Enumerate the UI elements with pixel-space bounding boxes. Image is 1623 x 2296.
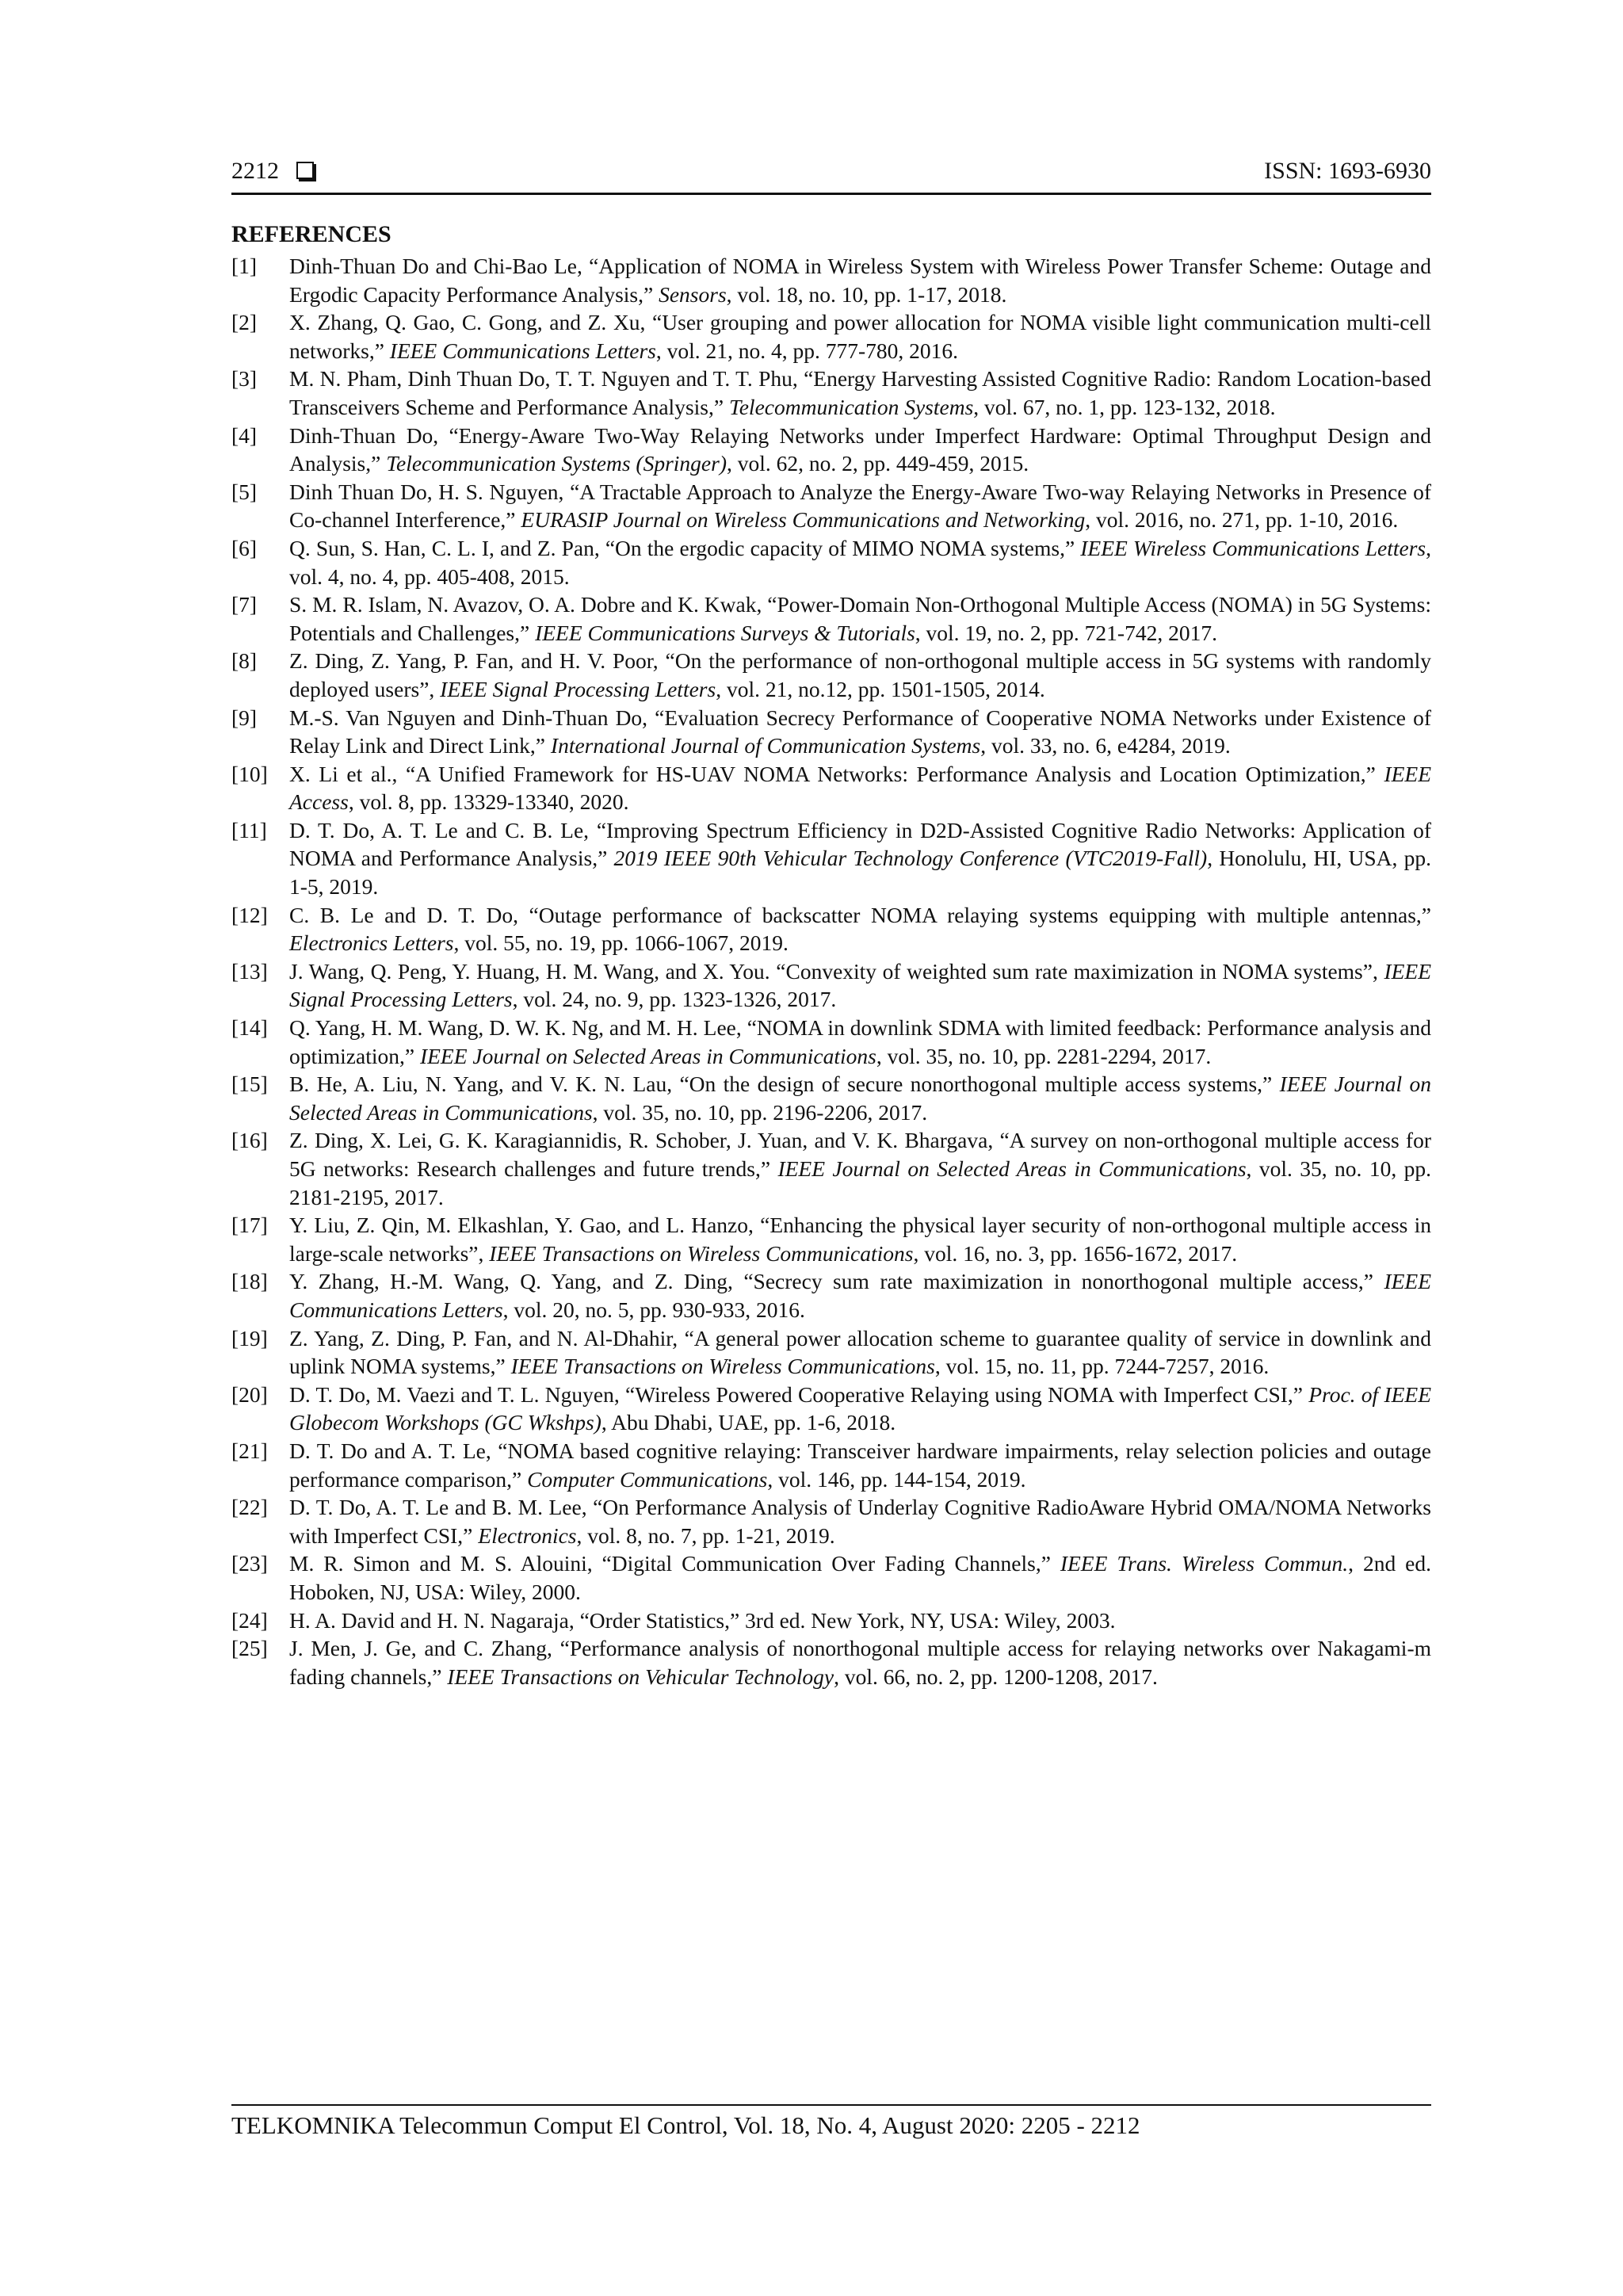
reference-number: [6]	[231, 535, 258, 560]
reference-text	[289, 1551, 1431, 1604]
reference-segment: , vol. 55, no. 19, pp. 1066-1067, 2019.	[453, 930, 789, 956]
reference-number: [14]	[231, 1015, 268, 1041]
reference-segment: , vol. 4, no. 4, pp. 405-408, 2015.	[289, 535, 1431, 589]
reference-venue: Electronics	[478, 1522, 577, 1548]
reference-venue: IEEE Communications Surveys & Tutorials	[535, 620, 915, 645]
reference-text	[289, 818, 1431, 899]
reference-segment: D. T. Do, M. Vaezi and T. L. Nguyen, “Wireless Powered Cooperative Relaying using NOMA with Imperfect CSI,”	[289, 1381, 1309, 1407]
reference-segment: Z. Ding, X. Lei, G. K. Karagiannidis, R. Schober, J. Yuan, and V. K. Bhargava, “A survey on non-orthogonal multiple access for 5G networks: Research challenges and future trends,”	[289, 1128, 1431, 1181]
reference-item	[231, 1211, 1431, 1267]
reference-number: [13]	[231, 958, 268, 984]
reference-venue: Computer Communications	[527, 1466, 768, 1492]
reference-venue: IEEE Trans. Wireless Commun.	[1060, 1551, 1349, 1576]
reference-segment: , vol. 8, pp. 13329-13340, 2020.	[348, 789, 629, 815]
reference-text	[289, 254, 1431, 307]
reference-number: [2]	[231, 310, 258, 335]
reference-number: [4]	[231, 422, 258, 448]
reference-text	[289, 592, 1431, 645]
reference-text	[289, 903, 1431, 956]
reference-segment: H. A. David and H. N. Nagaraja, “Order Statistics,” 3rd ed. New York, NY, USA: Wiley, 2003.	[289, 1607, 1116, 1633]
reference-segment: , vol. 18, no. 10, pp. 1-17, 2018.	[726, 281, 1007, 307]
reference-text	[289, 1072, 1431, 1125]
reference-text	[289, 1608, 1115, 1633]
reference-item	[231, 252, 1431, 308]
reference-segment: , vol. 15, no. 11, pp. 7244-7257, 2016.	[934, 1354, 1270, 1379]
reference-item	[231, 704, 1431, 760]
reference-segment: Y. Zhang, H.-M. Wang, Q. Yang, and Z. Ding, “Secrecy sum rate maximization in nonorthogonal multiple access,”	[289, 1269, 1384, 1294]
reference-item	[231, 760, 1431, 816]
reference-segment: D. T. Do, A. T. Le and B. M. Lee, “On Performance Analysis of Underlay Cognitive RadioAware Hybrid OMA/NOMA Networks with Imperfect CSI,”	[289, 1495, 1431, 1548]
reference-segment: Dinh-Thuan Do and Chi-Bao Le, “Application of NOMA in Wireless System with Wireless Power Transfer Scheme: Outage and Ergodic Capacity Performance Analysis,”	[289, 254, 1431, 307]
reference-item	[231, 1606, 1431, 1635]
reference-item	[231, 1014, 1431, 1070]
reference-segment: , vol. 19, no. 2, pp. 721-742, 2017.	[915, 620, 1217, 645]
reference-segment: , vol. 8, no. 7, pp. 1-21, 2019.	[576, 1522, 835, 1548]
reference-text	[289, 366, 1431, 419]
reference-item	[231, 1267, 1431, 1324]
reference-segment: M.-S. Van Nguyen and Dinh-Thuan Do, “Evaluation Secrecy Performance of Cooperative NOMA Networks under Existence of Relay Link and Direct Link,”	[289, 705, 1431, 758]
reference-number: [5]	[231, 479, 258, 504]
reference-item	[231, 590, 1431, 647]
reference-number: [7]	[231, 592, 258, 617]
reference-number: [9]	[231, 705, 258, 730]
footer-divider	[231, 2104, 1431, 2106]
reference-text	[289, 310, 1431, 363]
reference-segment: Z. Yang, Z. Ding, P. Fan, and N. Al-Dhahir, “A general power allocation scheme to guarantee quality of service in downlink and uplink NOMA systems,”	[289, 1325, 1431, 1379]
reference-item	[231, 901, 1431, 957]
reference-segment: , vol. 2016, no. 271, pp. 1-10, 2016.	[1085, 507, 1399, 533]
reference-number: [24]	[231, 1607, 268, 1633]
reference-segment: M. N. Pham, Dinh Thuan Do, T. T. Nguyen and T. T. Phu, “Energy Harvesting Assisted Cognitive Radio: Random Location-based Transceivers Scheme and Performance Analysis,”	[289, 366, 1431, 419]
reference-text	[289, 1015, 1431, 1068]
reference-item	[231, 647, 1431, 703]
reference-number: [20]	[231, 1381, 268, 1407]
reference-segment: , Abu Dhabi, UAE, pp. 1-6, 2018.	[601, 1410, 896, 1435]
reference-segment: , Honolulu, HI, USA, pp. 1-5, 2019.	[289, 846, 1432, 900]
reference-segment: J. Men, J. Ge, and C. Zhang, “Performance analysis of nonorthogonal multiple access for relaying networks over Nakagami-m fading channels,”	[289, 1636, 1431, 1689]
reference-segment: , vol. 35, no. 10, pp. 2281-2294, 2017.	[876, 1043, 1212, 1068]
reference-venue: IEEE Journal on Selected Areas in Communications	[777, 1156, 1247, 1181]
reference-segment: M. R. Simon and M. S. Alouini, “Digital Communication Over Fading Channels,”	[289, 1551, 1060, 1576]
reference-segment: , vol. 21, no.12, pp. 1501-1505, 2014.	[716, 676, 1045, 701]
reference-item	[231, 816, 1431, 901]
reference-text	[289, 1636, 1431, 1689]
reference-venue: Proc. of IEEE Globecom Workshops (GC Wkshps)	[289, 1381, 1431, 1435]
reference-text	[289, 1269, 1431, 1322]
reference-item	[231, 534, 1431, 590]
page-number: 2212	[231, 155, 314, 187]
reference-segment: , vol. 62, no. 2, pp. 449-459, 2015.	[726, 451, 1029, 476]
reference-item	[231, 1324, 1431, 1381]
box-icon	[296, 162, 314, 179]
reference-venue: IEEE Wireless Communications Letters	[1080, 535, 1426, 560]
reference-item	[231, 1126, 1431, 1211]
reference-text	[289, 959, 1431, 1012]
reference-segment: Z. Ding, Z. Yang, P. Fan, and H. V. Poor, “On the performance of non-orthogonal multiple access in 5G systems with randomly deployed users”,	[289, 648, 1431, 701]
reference-segment: J. Wang, Q. Peng, Y. Huang, H. M. Wang, and X. You. “Convexity of weighted sum rate maximization in NOMA systems”,	[289, 958, 1384, 984]
reference-item	[231, 478, 1431, 534]
reference-number: [3]	[231, 366, 258, 392]
reference-segment: X. Zhang, Q. Gao, C. Gong, and Z. Xu, “User grouping and power allocation for NOMA visible light communication multi-cell networks,”	[289, 310, 1431, 363]
reference-segment: B. He, A. Liu, N. Yang, and V. K. N. Lau, “On the design of secure nonorthogonal multiple access systems,”	[289, 1072, 1280, 1097]
reference-text	[289, 1128, 1431, 1209]
reference-text	[289, 648, 1431, 701]
reference-segment: , vol. 16, no. 3, pp. 1656-1672, 2017.	[913, 1240, 1238, 1266]
reference-venue: IEEE Communications Letters	[389, 338, 656, 363]
reference-text	[289, 479, 1431, 533]
reference-venue: EURASIP Journal on Wireless Communications and Networking	[521, 507, 1086, 533]
reference-text	[289, 705, 1431, 758]
reference-venue: IEEE Transactions on Vehicular Technology	[447, 1664, 834, 1689]
reference-number: [21]	[231, 1438, 268, 1463]
reference-item	[231, 1634, 1431, 1690]
issn-label: ISSN: 1693-6930	[1264, 158, 1431, 184]
reference-item	[231, 1070, 1431, 1126]
header-divider	[231, 193, 1431, 195]
reference-number: [19]	[231, 1325, 268, 1350]
reference-segment: , vol. 67, no. 1, pp. 123-132, 2018.	[973, 394, 1276, 419]
reference-venue: Sensors	[659, 281, 727, 307]
reference-segment: , vol. 24, no. 9, pp. 1323-1326, 2017.	[512, 987, 837, 1012]
reference-venue: IEEE Access	[289, 761, 1431, 815]
reference-segment: , vol. 21, no. 4, pp. 777-780, 2016.	[655, 338, 959, 363]
reference-venue: Telecommunication Systems	[728, 394, 974, 419]
reference-number: [12]	[231, 902, 268, 927]
reference-segment: , vol. 66, no. 2, pp. 1200-1208, 2017.	[834, 1664, 1158, 1689]
reference-item	[231, 1437, 1431, 1493]
page-footer: TELKOMNIKA Telecommun Comput El Control, Vol. 18, No. 4, August 2020: 2205 - 2212	[231, 2111, 1140, 2139]
reference-segment: Q. Yang, H. M. Wang, D. W. K. Ng, and M. H. Lee, “NOMA in downlink SDMA with limited feedback: Performance analysis and optimization,”	[289, 1015, 1431, 1068]
reference-number: [8]	[231, 648, 258, 674]
reference-text	[289, 536, 1431, 589]
reference-segment: C. B. Le and D. T. Do, “Outage performance of backscatter NOMA relaying systems equipping with multiple antennas,”	[289, 902, 1431, 927]
reference-segment: , vol. 35, no. 10, pp. 2196-2206, 2017.	[592, 1099, 928, 1125]
references-list	[231, 252, 1431, 1690]
reference-segment: X. Li et al., “A Unified Framework for HS-UAV NOMA Networks: Performance Analysis and Location Optimization,”	[289, 761, 1384, 786]
reference-item	[231, 1493, 1431, 1549]
reference-text	[289, 762, 1431, 815]
reference-number: [17]	[231, 1213, 268, 1238]
reference-venue: Telecommunication Systems (Springer)	[386, 451, 727, 476]
reference-number: [1]	[231, 254, 258, 278]
reference-venue: IEEE Signal Processing Letters	[440, 676, 716, 701]
reference-venue: IEEE Signal Processing Letters	[289, 958, 1431, 1012]
reference-segment: , vol. 20, no. 5, pp. 930-933, 2016.	[502, 1297, 805, 1322]
reference-text	[289, 1213, 1431, 1266]
reference-text	[289, 1438, 1431, 1492]
reference-segment: S. M. R. Islam, N. Avazov, O. A. Dobre and K. Kwak, “Power-Domain Non-Orthogonal Multiple Access (NOMA) in 5G Systems: Potentials and Challenges,”	[289, 592, 1431, 645]
reference-venue: International Journal of Communication Systems	[550, 733, 981, 758]
reference-item	[231, 365, 1431, 421]
reference-item	[231, 1381, 1431, 1437]
reference-number: [25]	[231, 1636, 268, 1661]
page-header	[231, 155, 1431, 190]
reference-item	[231, 1549, 1431, 1606]
reference-number: [15]	[231, 1072, 268, 1097]
references-heading: REFERENCES	[231, 221, 391, 247]
reference-venue: IEEE Transactions on Wireless Communications	[510, 1354, 935, 1379]
reference-text	[289, 1326, 1431, 1379]
reference-segment: D. T. Do, A. T. Le and C. B. Le, “Improving Spectrum Efficiency in D2D-Assisted Cognitive Radio Networks: Application of NOMA and Performance Analysis,”	[289, 817, 1431, 871]
reference-text	[289, 1495, 1431, 1548]
reference-number: [22]	[231, 1495, 268, 1520]
reference-venue: 2019 IEEE 90th Vehicular Technology Conference (VTC2019-Fall)	[613, 846, 1208, 871]
reference-number: [23]	[231, 1551, 268, 1576]
reference-venue: IEEE Journal on Selected Areas in Communications	[419, 1043, 876, 1068]
reference-number: [11]	[231, 817, 267, 842]
reference-item	[231, 422, 1431, 478]
reference-number: [10]	[231, 761, 268, 786]
reference-item	[231, 308, 1431, 365]
reference-item	[231, 957, 1431, 1014]
reference-venue: Electronics Letters	[289, 930, 454, 956]
reference-segment: , vol. 35, no. 10, pp. 2181-2195, 2017.	[289, 1156, 1431, 1209]
reference-segment: , 2nd ed. Hoboken, NJ, USA: Wiley, 2000.	[289, 1551, 1431, 1604]
reference-segment: Y. Liu, Z. Qin, M. Elkashlan, Y. Gao, and L. Hanzo, “Enhancing the physical layer security of non-orthogonal multiple access in large-scale networks”,	[289, 1213, 1431, 1266]
reference-number: [18]	[231, 1269, 268, 1294]
reference-number: [16]	[231, 1128, 268, 1153]
reference-venue: IEEE Communications Letters	[289, 1269, 1431, 1322]
reference-segment: , vol. 146, pp. 144-154, 2019.	[767, 1466, 1026, 1492]
reference-venue: IEEE Transactions on Wireless Communications	[489, 1240, 914, 1266]
reference-segment: , vol. 33, no. 6, e4284, 2019.	[980, 733, 1231, 758]
reference-text	[289, 1382, 1431, 1435]
reference-segment: Dinh Thuan Do, H. S. Nguyen, “A Tractable Approach to Analyze the Energy-Aware Two-way Relaying Networks in Presence of Co-channel Interference,”	[289, 479, 1431, 533]
reference-segment: Q. Sun, S. Han, C. L. I, and Z. Pan, “On the ergodic capacity of MIMO NOMA systems,”	[289, 535, 1081, 560]
reference-segment: Dinh-Thuan Do, “Energy-Aware Two-Way Relaying Networks under Imperfect Hardware: Optimal Throughput Design and Analysis,”	[289, 422, 1431, 476]
reference-text	[289, 423, 1431, 476]
reference-venue: IEEE Journal on Selected Areas in Communications	[289, 1072, 1431, 1125]
reference-segment: D. T. Do and A. T. Le, “NOMA based cognitive relaying: Transceiver hardware impairments, relay selection policies and outage performance comparison,”	[289, 1438, 1431, 1492]
